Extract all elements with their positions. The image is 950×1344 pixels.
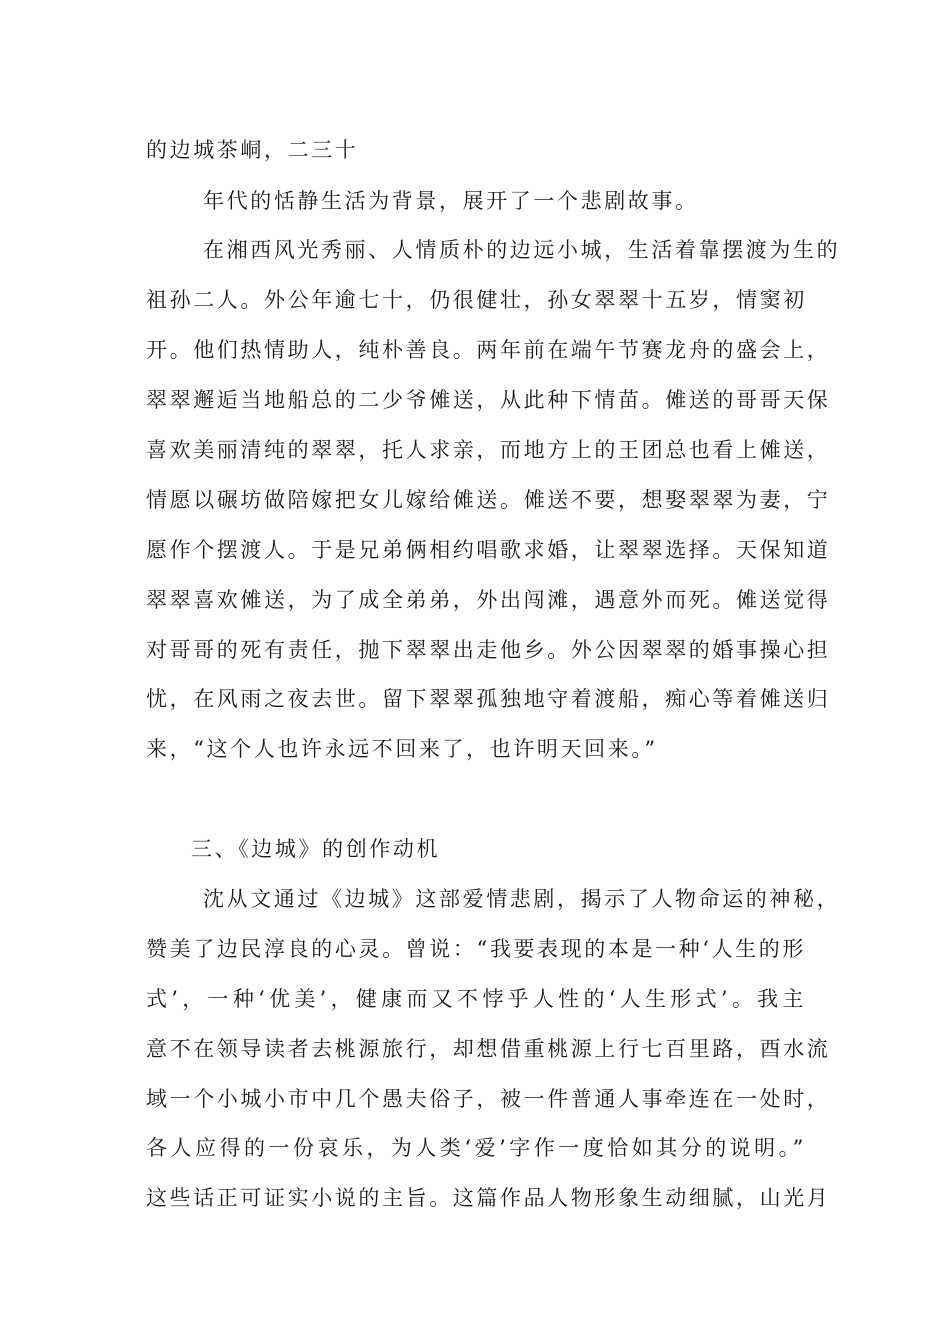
text-line: 的边城茶峒，二三十 xyxy=(146,138,359,162)
text-line: 开。他们热情助人，纯朴善良。两年前在端午节赛龙舟的盛会上， xyxy=(146,338,831,362)
text-line: 沈从文通过《边城》这部爱情悲剧，揭示了人物命运的神秘， xyxy=(203,887,841,911)
text-line: 祖孙二人。外公年逾七十，仍很健壮，孙女翠翠十五岁，情窦初 xyxy=(146,288,807,312)
text-line: 这些话正可证实小说的主旨。这篇作品人物形象生动细腻，山光月 xyxy=(146,1186,831,1210)
text-line: 意不在领导读者去桃源旅行，却想借重桃源上行七百里路，酉水流 xyxy=(146,1037,831,1061)
text-line: 情愿以碾坊做陪嫁把女儿嫁给傩送。傩送不要，想娶翠翠为妻，宁 xyxy=(146,488,831,512)
text-line: 来，“这个人也许永远不回来了，也许明天回来。” xyxy=(146,737,658,761)
text-line: 赞美了边民淳良的心灵。曾说：“我要表现的本是一种‘人生的形 xyxy=(146,937,806,961)
text-line: 各人应得的一份哀乐，为人类‘爱’字作一度恰如其分的说明。” xyxy=(146,1136,806,1160)
text-line: 式’，一种‘优美’，健康而又不悖乎人性的‘人生形式’。我主 xyxy=(146,987,806,1011)
text-line: 年代的恬静生活为背景，展开了一个悲剧故事。 xyxy=(203,189,699,213)
text-line: 翠翠喜欢傩送，为了成全弟弟，外出闯滩，遇意外而死。傩送觉得 xyxy=(146,588,831,612)
text-line: 对哥哥的死有责任，抛下翠翠出走他乡。外公因翠翠的婚事操心担 xyxy=(146,638,831,662)
text-line: 喜欢美丽清纯的翠翠，托人求亲，而地方上的王团总也看上傩送， xyxy=(146,438,831,462)
text-line: 愿作个摆渡人。于是兄弟俩相约唱歌求婚，让翠翠选择。天保知道 xyxy=(146,538,831,562)
section-heading: 三、《边城》的创作动机 xyxy=(191,837,441,861)
text-line: 域一个小城小市中几个愚夫俗子，被一件普通人事牵连在一处时， xyxy=(146,1087,831,1111)
text-line: 在湘西风光秀丽、人情质朴的边远小城，生活着靠摆渡为生的 xyxy=(203,238,841,262)
text-line: 忧，在风雨之夜去世。留下翠翠孤独地守着渡船，痴心等着傩送归 xyxy=(146,687,831,711)
text-line: 翠翠邂逅当地船总的二少爷傩送，从此种下情苗。傩送的哥哥天保 xyxy=(146,388,831,412)
